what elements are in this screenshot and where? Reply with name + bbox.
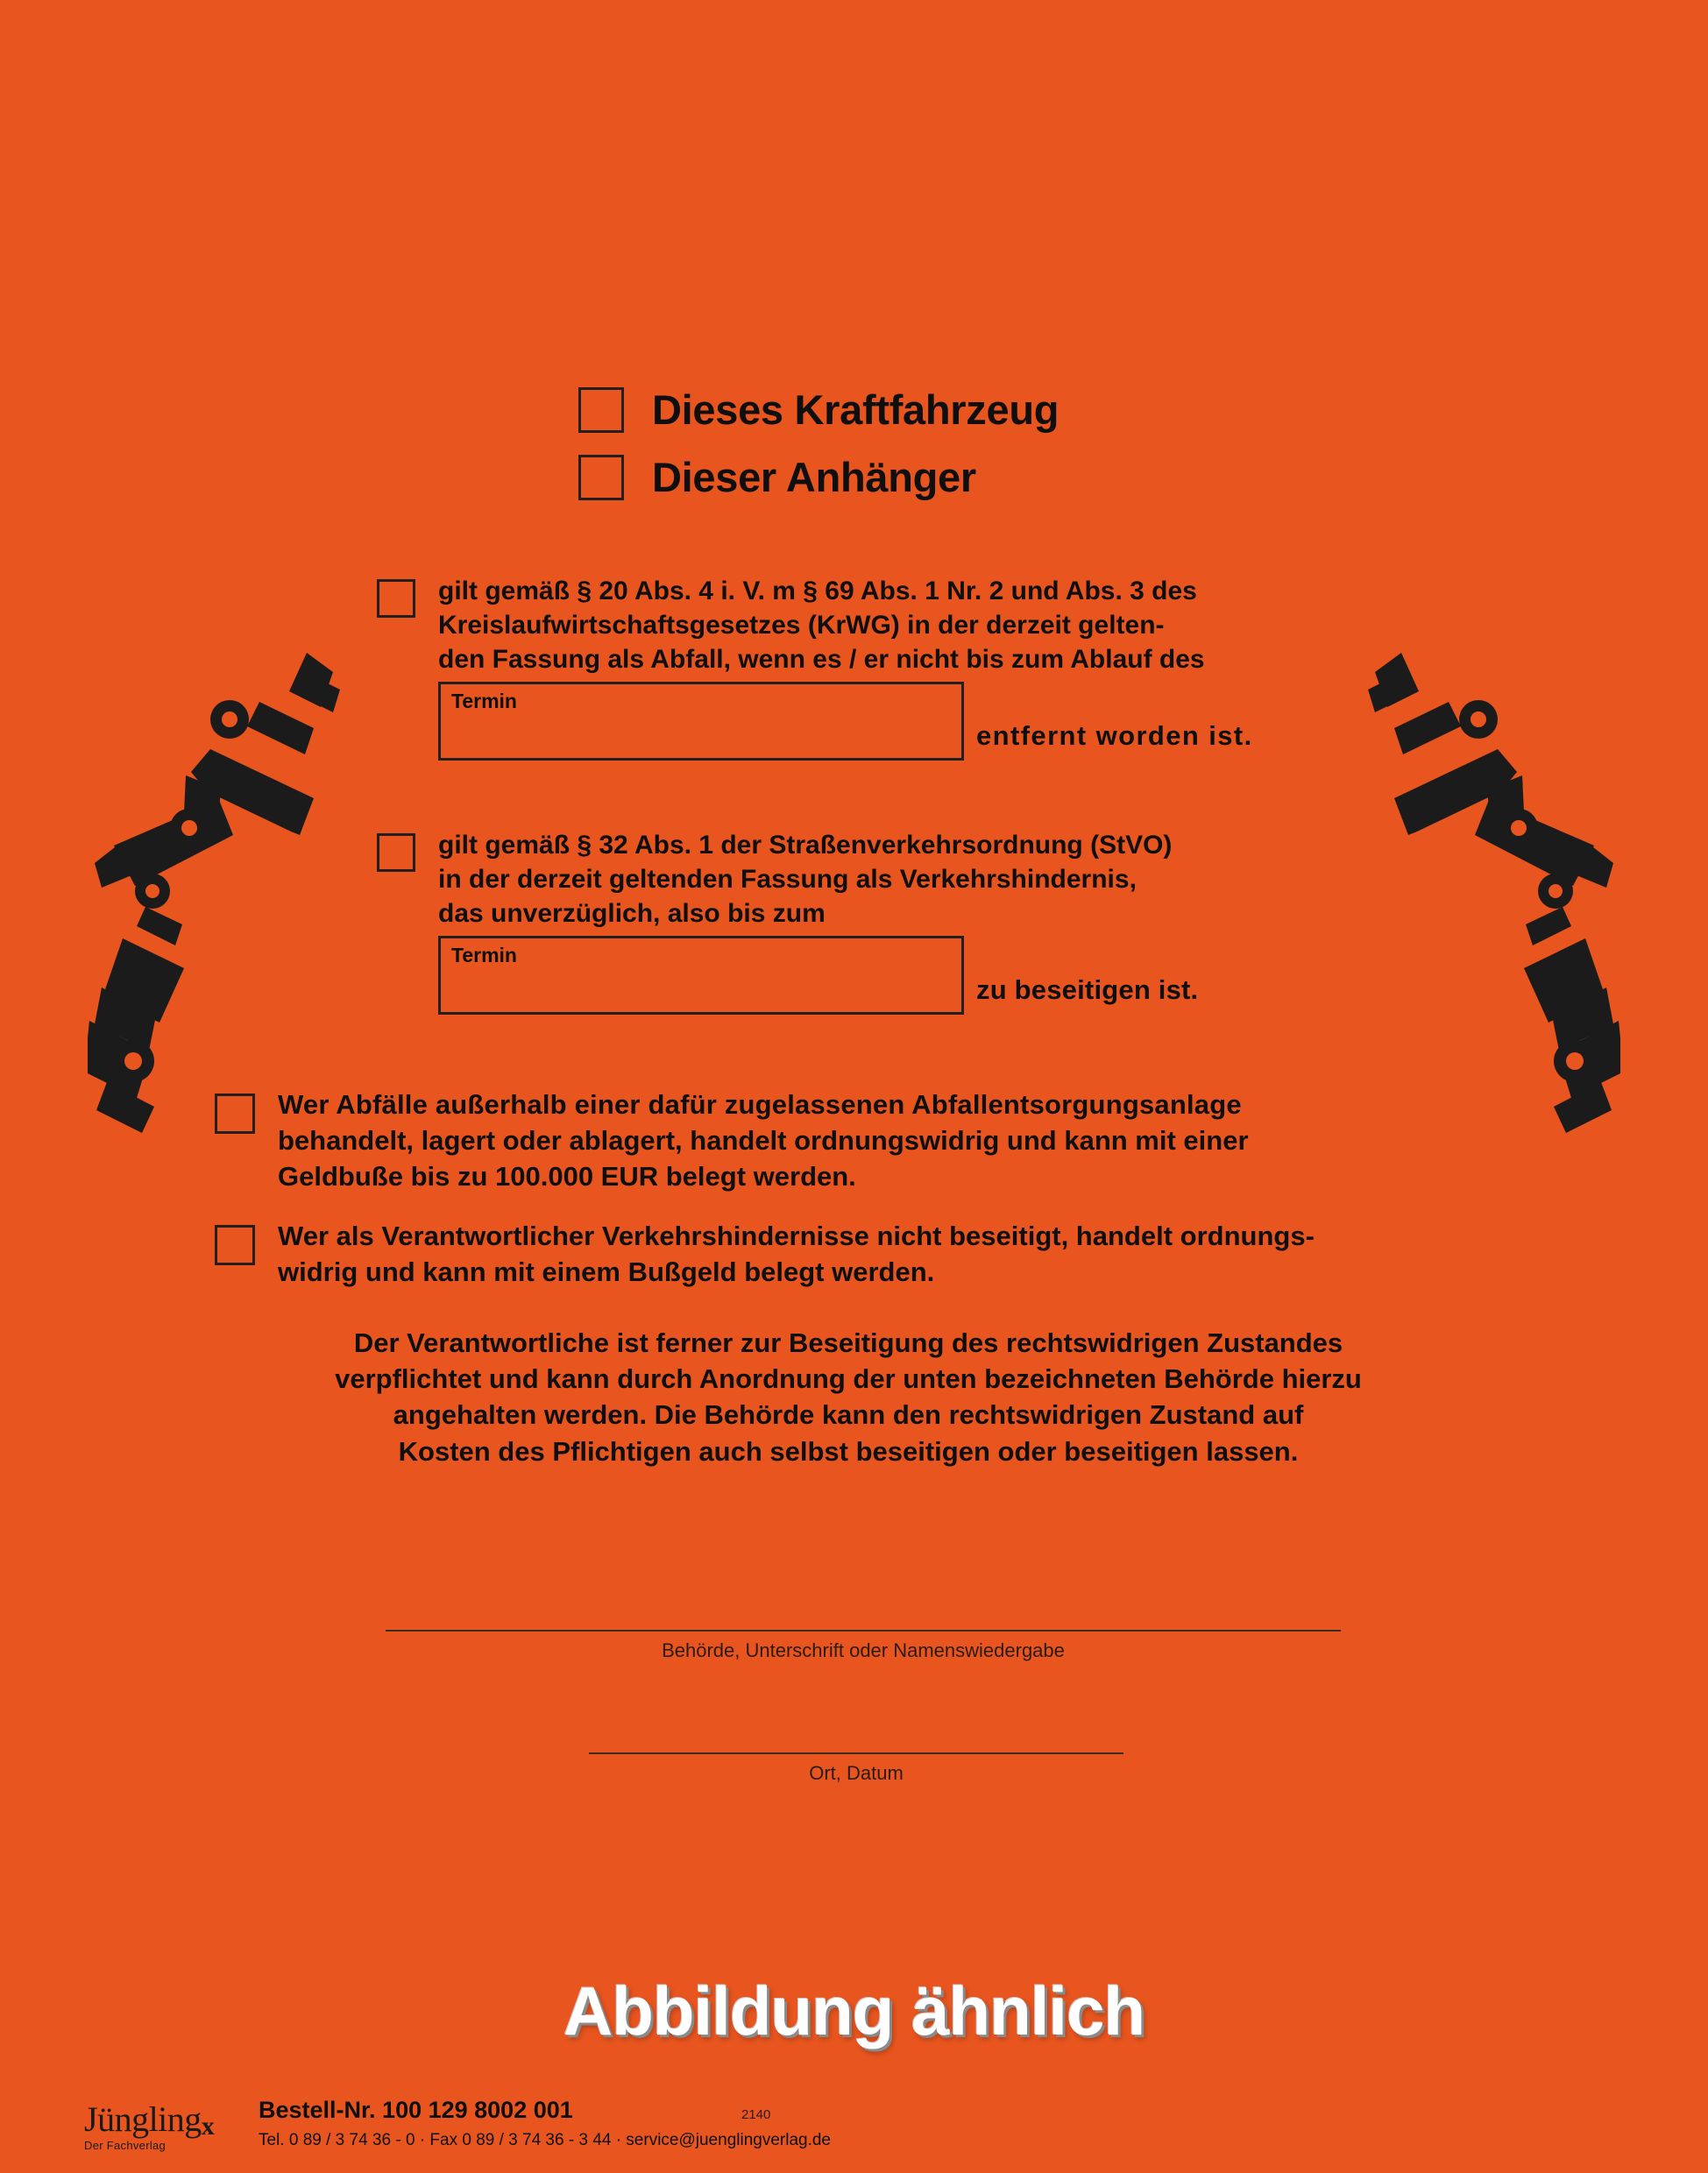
clause-krwg-line-1: gilt gemäß § 20 Abs. 4 i. V. m § 69 Abs. 1 Nr. 2 und Abs. 3 des <box>438 577 1197 605</box>
checkbox-vehicle[interactable] <box>578 387 624 433</box>
closing-line-1: Der Verantwortliche ist ferner zur Beseitigung des rechtswidrigen Zustandes <box>353 1327 1343 1358</box>
closing-paragraph <box>200 1325 1497 1469</box>
signature-authority[interactable] <box>386 1630 1341 1662</box>
signature-place-date-rule <box>589 1752 1123 1754</box>
deadline-field-stvo[interactable] <box>438 936 964 1015</box>
checkbox-trailer[interactable] <box>578 455 624 500</box>
signature-authority-rule <box>386 1630 1341 1632</box>
closing-line-3: angehalten werden. Die Behörde kann den rechtswidrigen Zustand auf <box>393 1399 1304 1431</box>
clause-krwg-after-text: entfernt worden ist. <box>976 720 1253 751</box>
form-code: 2140 <box>741 2107 771 2122</box>
clause-stvo-line-1: gilt gemäß § 32 Abs. 1 der Straßenverkehrsordnung (StVO) <box>438 831 1173 860</box>
order-number: Bestell-Nr. 100 129 8002 001 <box>259 2097 573 2123</box>
publisher-logo-mark: x <box>201 2112 215 2141</box>
headline-option-trailer-label: Dieser Anhänger <box>652 454 976 500</box>
headline-options <box>578 386 1059 520</box>
clause-stvo-line-3: das unverzüglich, also bis zum <box>438 899 826 928</box>
headline-option-trailer[interactable] <box>578 453 1059 501</box>
deadline-field-krwg-label: Termin <box>451 690 517 712</box>
checkbox-penalty-waste[interactable] <box>215 1094 255 1134</box>
signature-place-date-caption: Ort, Datum <box>809 1762 904 1784</box>
clause-krwg <box>377 574 1315 761</box>
closing-line-2: verpflichtet und kann durch Anordnung der unten bezeichneten Behörde hierzu <box>335 1363 1362 1395</box>
contact-line: Tel. 0 89 / 3 74 36 - 0 · Fax 0 89 / 3 74 36 - 3 44 · service@juenglingverlag.de <box>259 2131 831 2149</box>
penalty-traffic-line-1: Wer als Verantwortlicher Verkehrshindernisse nicht beseitigt, handelt ordnungs- <box>278 1221 1315 1251</box>
clause-stvo <box>377 828 1315 1015</box>
publisher-logo-wordmark <box>84 2099 251 2141</box>
tow-truck-illustration-right <box>1357 644 1620 1135</box>
tow-truck-illustration-left <box>88 644 351 1135</box>
checkbox-clause-krwg[interactable] <box>377 579 415 618</box>
publisher-logo-subtitle: Der Fachverlag <box>84 2139 167 2152</box>
watermark <box>0 1971 1708 2051</box>
deadline-field-stvo-label: Termin <box>451 944 517 966</box>
penalty-waste <box>215 1086 1496 1195</box>
footer <box>0 2070 1708 2173</box>
signature-authority-caption: Behörde, Unterschrift oder Namenswiedergabe <box>662 1639 1065 1661</box>
closing-line-4: Kosten des Pflichtigen auch selbst beseitigen oder beseitigen lassen. <box>398 1435 1299 1467</box>
clause-stvo-after-text: zu beseitigen ist. <box>976 974 1199 1005</box>
clause-stvo-deadline-row <box>438 936 1315 1015</box>
penalty-waste-line-3: Geldbuße bis zu 100.000 EUR belegt werden. <box>278 1161 856 1193</box>
penalty-waste-line-1: Wer Abfälle außerhalb einer dafür zugelassenen Abfallentsorgungsanlage <box>278 1089 1242 1120</box>
headline-option-vehicle-label: Dieses Kraftfahrzeug <box>652 386 1060 433</box>
publisher-logo-name: Jüngling <box>84 2099 202 2139</box>
penalty-traffic <box>215 1218 1496 1290</box>
penalty-waste-line-2: behandelt, lagert oder ablagert, handelt ordnungswidrig und kann mit einer <box>278 1125 1249 1157</box>
watermark-text: Abbildung ähnlich <box>563 1972 1145 2049</box>
clause-krwg-line-3: den Fassung als Abfall, wenn es / er nicht bis zum Ablauf des <box>438 645 1205 674</box>
deadline-field-krwg[interactable] <box>438 682 964 761</box>
headline-option-vehicle[interactable] <box>578 386 1059 434</box>
clause-krwg-deadline-row <box>438 682 1315 761</box>
checkbox-clause-stvo[interactable] <box>377 833 415 872</box>
penalty-traffic-line-2: widrig und kann mit einem Bußgeld belegt werden. <box>278 1256 935 1288</box>
signature-place-date[interactable] <box>589 1752 1123 1785</box>
checkbox-penalty-traffic[interactable] <box>215 1225 255 1265</box>
clause-krwg-line-2: Kreislaufwirtschaftsgesetzes (KrWG) in der derzeit gelten- <box>438 611 1165 640</box>
clause-stvo-line-2: in der derzeit geltenden Fassung als Verkehrshindernis, <box>438 865 1137 894</box>
publisher-logo <box>84 2099 251 2152</box>
